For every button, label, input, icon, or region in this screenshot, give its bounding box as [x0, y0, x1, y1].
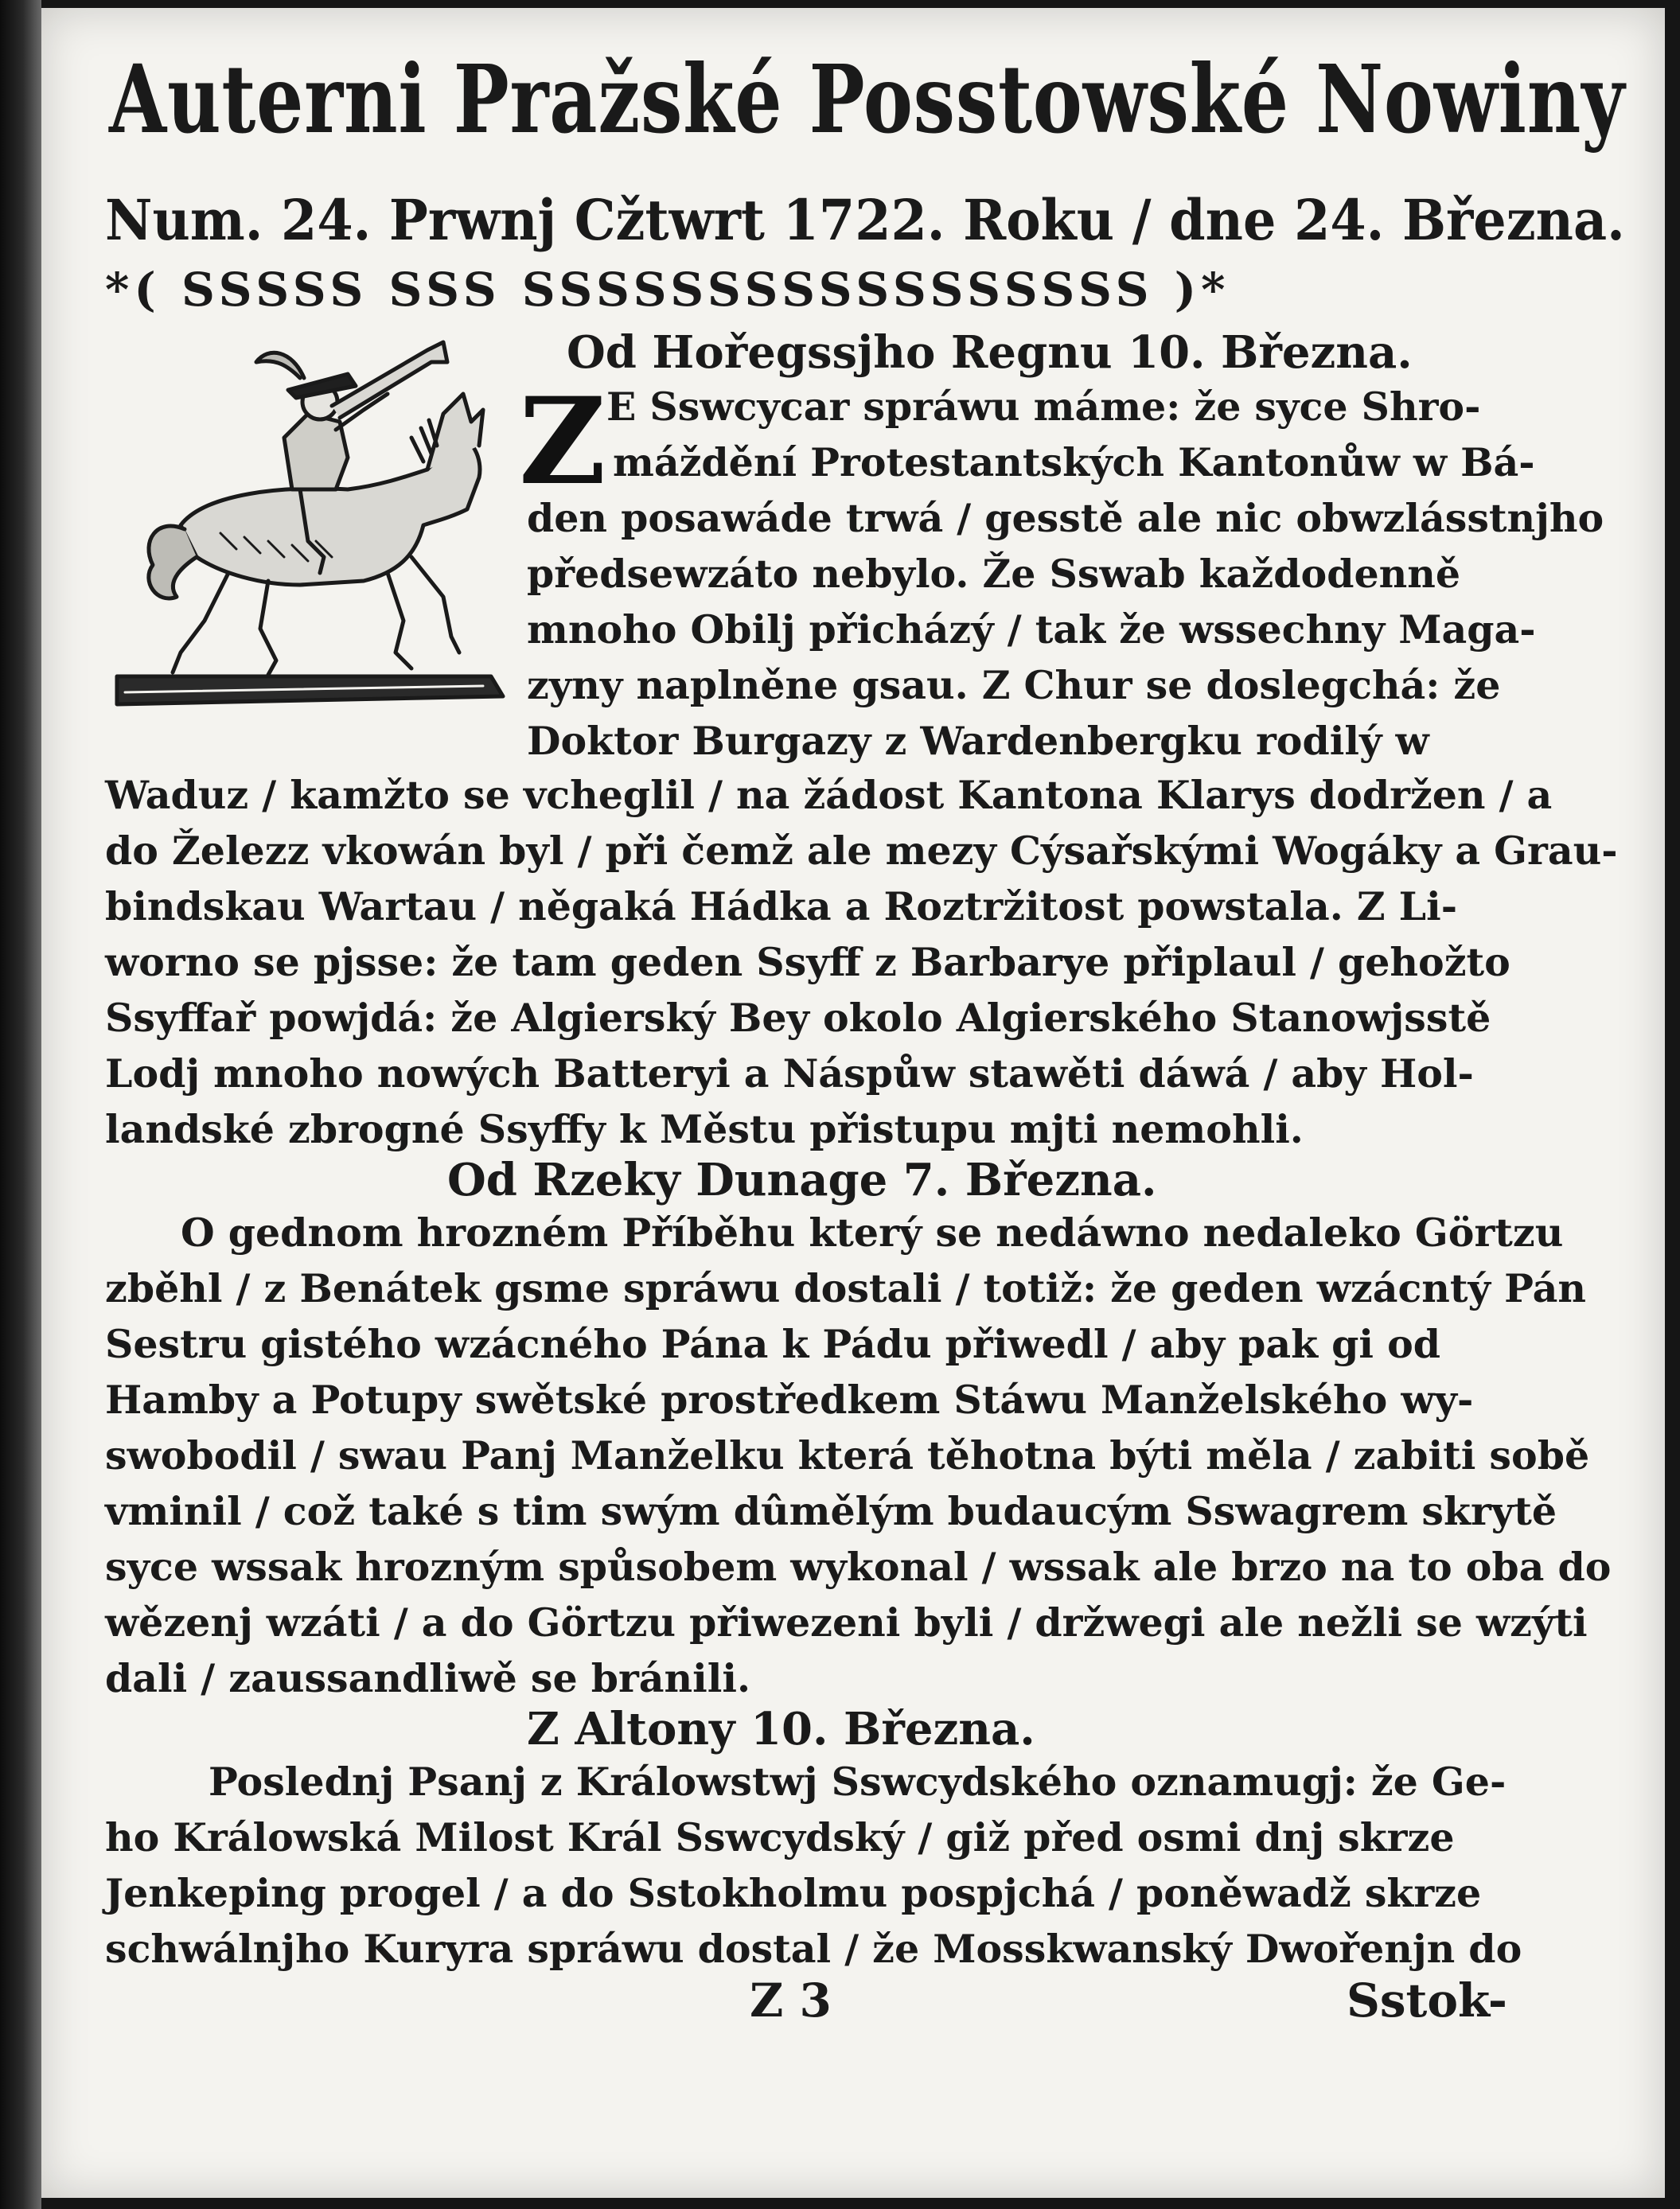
dateline: Num. 24. Prwnj Cžtwrt 1722. Roku / dne 24. Března. — [105, 187, 1625, 253]
text-line: Hamby a Potupy swětské prostředkem Stáwu Manželského wy- — [105, 1377, 1474, 1423]
text-line: Ssyffař powjdá: že Algierský Bey okolo Algierského Stanowjsstě — [105, 995, 1491, 1041]
ornament-rule: *( SSSSS SSS SSSSSSSSSSSSSSSSS )* — [105, 263, 1230, 317]
text-line: zyny naplněne gsau. Z Chur se doslegchá: že — [527, 662, 1501, 708]
drop-cap-letter: Z — [519, 372, 606, 512]
section-heading-3: Z Altony 10. Března. — [527, 1703, 1035, 1755]
text-line: ho Králowská Milost Král Sswcydský / giž před osmi dnj skrze — [105, 1814, 1455, 1860]
text-line: Sestru gistého wzácného Pána k Pádu přiwedl / aby pak gi od — [105, 1321, 1441, 1367]
newspaper-page — [41, 8, 1665, 2198]
text-line: vminil / což také s tim swým dûmělým budaucým Sswagrem skrytě — [105, 1488, 1557, 1534]
text-line: Doktor Burgazy z Wardenbergku rodilý w — [527, 718, 1429, 764]
text-line: worno se pjsse: že tam geden Ssyff z Barbarye připlaul / gehožto — [105, 939, 1510, 985]
text-line: dali / zaussandliwě se bránili. — [105, 1655, 751, 1701]
text-line: bindskau Wartau / něgaká Hádka a Roztržitost powstala. Z Li- — [105, 883, 1458, 929]
text-line: Lodj mnoho nowých Batteryi a Náspůw stawěti dáwá / aby Hol- — [105, 1050, 1474, 1097]
text-line: swobodil / swau Panj Manželku která těhotna býti měla / zabiti sobě — [105, 1432, 1590, 1479]
text-line: mnoho Obilj přicházý / tak že wssechny Maga- — [527, 606, 1536, 653]
text-line: O gednom hrozném Příběhu který se nedáwno nedaleko Görtzu — [181, 1210, 1564, 1256]
text-line: E Sswcycar spráwu máme: že syce Shro- — [606, 384, 1481, 430]
catchword: Sstok- — [1347, 1973, 1507, 2028]
text-line: den posawáde trwá / gesstě ale nic obwzlásstnjho — [527, 495, 1604, 541]
section-heading-1: Od Hořegssjho Regnu 10. Března. — [567, 326, 1413, 379]
text-line: wězenj wzáti / a do Görtzu přiwezeni byli / držwegi ale nežli se wzýti — [105, 1599, 1588, 1646]
text-line: máždění Protestantských Kantonůw w Bá- — [613, 439, 1535, 485]
text-line: předsewzáto nebylo. Že Sswab každodenně — [527, 551, 1461, 597]
text-line: do Železz vkowán byl / při čemž ale mezy Cýsařskými Wogáky a Grau- — [105, 828, 1618, 874]
masthead-title: Auterni Pražské Posstowské Nowiny — [109, 44, 1626, 154]
book-binding-edge — [0, 0, 41, 2209]
text-line: schwálnjho Kuryra spráwu dostal / že Mosskwanský Dwořenjn do — [105, 1926, 1522, 1972]
text-line: Poslednj Psanj z Králowstwj Sswcydského oznamugj: že Ge- — [209, 1759, 1507, 1805]
section-heading-2: Od Rzeky Dunage 7. Března. — [447, 1154, 1157, 1206]
text-line: syce wssak hrozným spůsobem wykonal / wssak ale brzo na to oba do — [105, 1544, 1612, 1590]
signature-mark: Z 3 — [750, 1973, 832, 2028]
text-line: Waduz / kamžto se vcheglil / na žádost Kantona Klarys dodržen / a — [105, 772, 1553, 818]
text-line: zběhl / z Benátek gsme spráwu dostali / totiž: že geden wzácntý Pán — [105, 1265, 1586, 1311]
text-line: Jenkeping progel / a do Sstokholmu pospjchá / poněwadž skrze — [105, 1870, 1482, 1916]
post-rider-woodcut — [109, 318, 511, 732]
text-line: landské zbrogné Ssyffy k Městu přistupu mjti nemohli. — [105, 1106, 1304, 1152]
